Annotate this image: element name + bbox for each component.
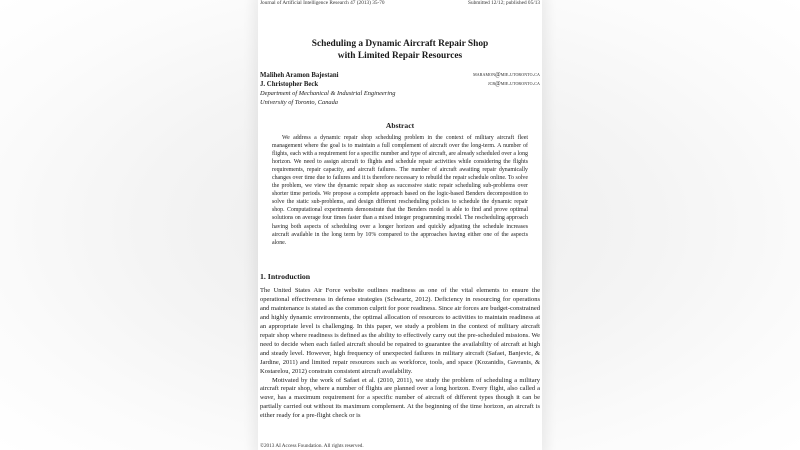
emphasis-wave: wave xyxy=(260,394,274,402)
paragraph: The United States Air Force website outlines readiness as one of the vital elements to ensure the operational effectiveness in defense strategies (Schwartz, 2012). Deficiency in resourcing for operations and maintenance is stated as the common culprit for poor readiness. Since air forces are budget-constrained and highly dynamic environments, the optimal allocation of resources to activities to maintain readiness at an appropriate level is challenging. In this paper, we study a problem in the context of military aircraft repair shop where readiness is defined as the ability to effectively carry out the pre-scheduled missions. We need to decide when each failed aircraft should be repaired to guarantee the availability of aircraft at high and steady level. However, high frequency of unexpected failures in military aircraft (Safaei, Banjevic, & Jardine, 2011) and limited repair resources such as workforce, tools, and space (Kozanidis, Gavranis, & Kostarelou, 2012) constrain consistent aircraft availability. xyxy=(260,287,540,375)
running-head xyxy=(260,0,540,7)
journal-citation: Journal of Artificial Intelligence Research 47 (2013) 35-70 xyxy=(260,0,385,6)
paragraph-text: , has a maximum requirement for a specific number of aircraft of different types though it can be partially carried out without its maximum complement. At the beginning of the time horizon, an aircraft is either ready for a pre-flight check or is xyxy=(260,394,540,420)
paper-page xyxy=(258,0,542,450)
title-line-1: Scheduling a Dynamic Aircraft Repair Shop xyxy=(311,39,489,49)
paragraph xyxy=(260,377,540,422)
section-heading-introduction: 1. Introduction xyxy=(260,272,311,281)
copyright-footer: ©2013 AI Access Foundation. All rights reserved. xyxy=(260,443,364,449)
author-row xyxy=(260,71,540,80)
title-line-2: with Limited Repair Resources xyxy=(337,51,463,61)
author-name: Maliheh Aramon Bajestani xyxy=(260,72,339,79)
abstract-heading: Abstract xyxy=(385,121,415,130)
author-name: J. Christopher Beck xyxy=(260,81,319,88)
paragraph-text: Motivated by the work of Safaei et al. (2010, 2011), we study the problem of scheduling a military aircraft repair shop, where a number of flights are planned over a long horizon. Every flight, also called a xyxy=(260,376,540,393)
affiliation-department: Department of Mechanical & Industrial Engineering xyxy=(260,90,396,97)
paper-title xyxy=(258,38,542,62)
author-email: maramon@mie.utoronto.ca xyxy=(473,72,540,78)
submission-dates: Submitted 12/12; published 05/13 xyxy=(468,0,540,6)
introduction-body xyxy=(260,287,540,421)
affiliation-university: University of Toronto, Canada xyxy=(260,99,338,106)
author-row xyxy=(260,80,540,89)
author-block xyxy=(260,71,540,107)
author-email: jcb@mie.utoronto.ca xyxy=(487,81,540,87)
abstract-text: We address a dynamic repair shop scheduling problem in the context of military aircraft fleet management where the goal is to maintain a full complement of aircraft over the long-term. A number of flights, each with a requirement for a specific number and type of aircraft, are already scheduled over a long horizon. We need to assign aircraft to flights and schedule repair activities while considering the flights requirements, repair capacity, and aircraft failures. The number of aircraft awaiting repair dynamically changes over time due to failures and it is therefore necessary to rebuild the repair schedule online. To solve the problem, we view the dynamic repair shop as successive static repair scheduling sub-problems over shorter time periods. We propose a complete approach based on the logic-based Benders decomposition to solve the static sub-problems, and design different rescheduling policies to schedule the dynamic repair shop. Computational experiments demonstrate that the Benders model is able to find and prove optimal solutions on average four times faster than a mixed integer programming model. The rescheduling approach having both aspects of scheduling over a longer horizon and quickly adjusting the schedule increases aircraft available in the long term by 10% compared to the approaches having either one of the aspects alone. xyxy=(272,135,528,246)
